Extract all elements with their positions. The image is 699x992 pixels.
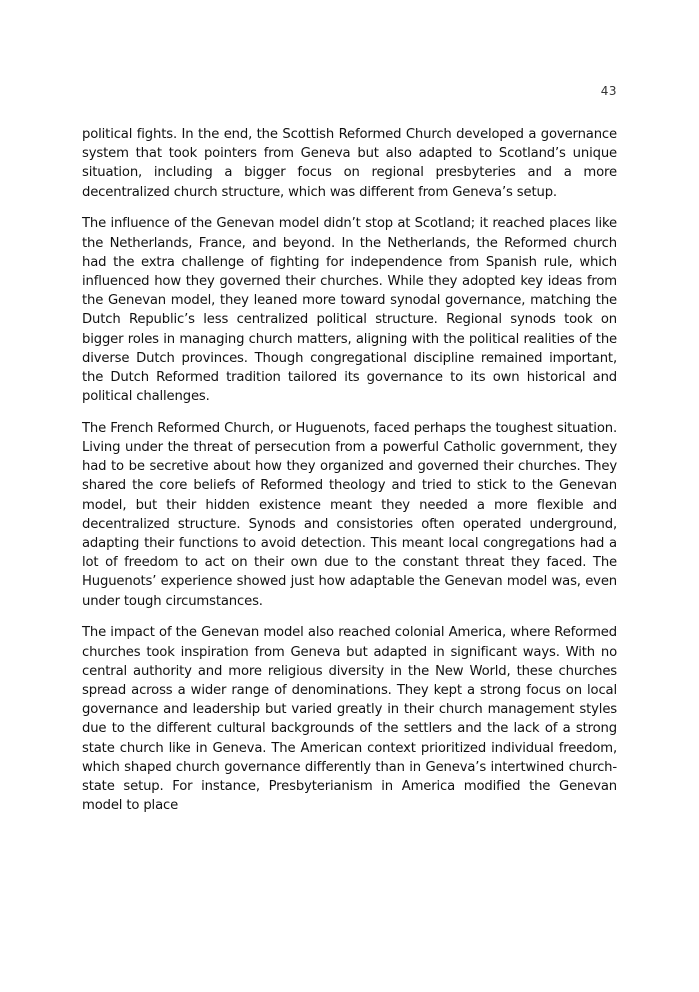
page-number: 43 xyxy=(600,84,617,98)
page-body xyxy=(82,125,617,828)
paragraph-huguenots: The French Reformed Church, or Huguenots, faced perhaps the toughest situation. Living under the threat of persecution from a powerful Catholic government, they had to be secretive about how they organized and governed their churches. They shared the core beliefs of Reformed theology and tried to stick to the Genevan model, but their hidden existence meant they needed a more flexible and decentralized structure. Synods and consistories often operated underground, adapting their functions to avoid detection. This meant local congregations had a lot of freedom to act on their own due to the constant threat they faced. The Huguenots’ experience showed just how adaptable the Genevan model was, even under tough circumstances. xyxy=(82,420,617,609)
paragraph-colonial-america: The impact of the Genevan model also reached colonial America, where Reformed churches took inspiration from Geneva but adapted in significant ways. With no central authority and more religious diversity in the New World, these churches spread across a wider range of denominations. They kept a strong focus on local governance and leadership but varied greatly in their church management styles due to the different cultural backgrounds of the settlers and the lack of a strong state church like in Geneva. The American context prioritized individual freedom, which shaped church governance differently than in Geneva’s intertwined church-state setup. For instance, Presbyterianism in America modified the Genevan model to place xyxy=(82,625,617,814)
paragraph-netherlands: The influence of the Genevan model didn’t stop at Scotland; it reached places like the Netherlands, France, and beyond. In the Netherlands, the Reformed church had the extra challenge of fighting for independence from Spanish rule, which influenced how they governed their churches. While they adopted key ideas from the Genevan model, they leaned more toward synodal governance, matching the Dutch Republic’s less centralized political structure. Regional synods took on bigger roles in managing church matters, aligning with the political realities of the diverse Dutch provinces. Though congregational discipline remained important, the Dutch Reformed tradition tailored its governance to its own historical and political challenges. xyxy=(82,216,617,405)
paragraph-scottish-church: political fights. In the end, the Scottish Reformed Church developed a governance system that took pointers from Geneva but also adapted to Scotland’s unique situation, including a bigger focus on regional presbyteries and a more decentralized church structure, which was different from Geneva’s setup. xyxy=(82,127,617,200)
